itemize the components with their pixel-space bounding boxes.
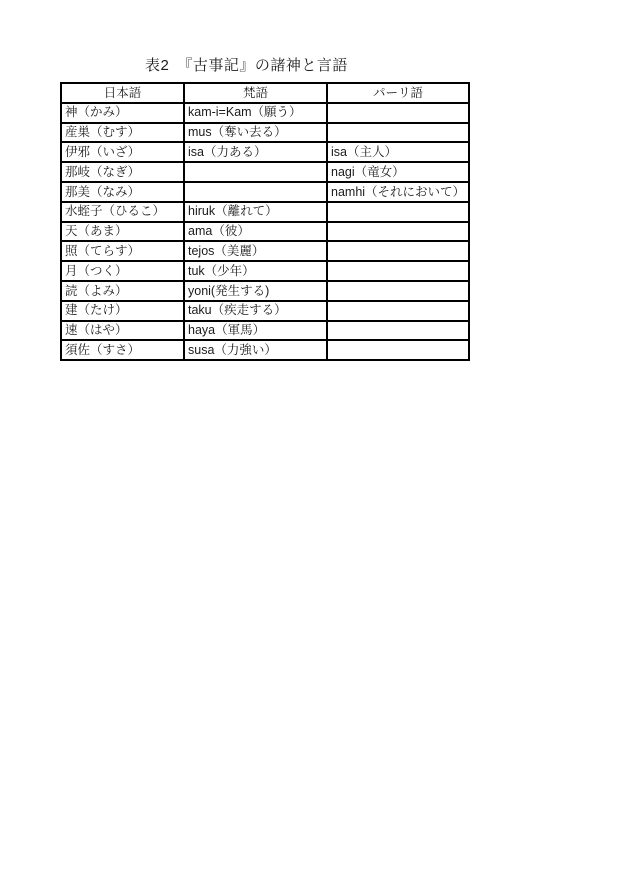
- cell-sanskrit: mus（奪い去る）: [184, 123, 327, 143]
- table-row: [61, 142, 469, 162]
- table-row: [61, 261, 469, 281]
- cell-sanskrit: yoni(発生する): [184, 281, 327, 301]
- table-row: [61, 123, 469, 143]
- table-row: [61, 321, 469, 341]
- cell-japanese: 那美（なみ）: [61, 182, 184, 202]
- cell-japanese: 伊邪（いざ）: [61, 142, 184, 162]
- cell-sanskrit: [184, 162, 327, 182]
- table-row: [61, 103, 469, 123]
- cell-pali: namhi（それにおいて）: [327, 182, 469, 202]
- header-japanese: 日本語: [61, 83, 184, 103]
- cell-japanese: 建（たけ）: [61, 301, 184, 321]
- cell-sanskrit: haya（軍馬）: [184, 321, 327, 341]
- header-pali: パーリ語: [327, 83, 469, 103]
- table-row: [61, 202, 469, 222]
- cell-japanese: 那岐（なぎ）: [61, 162, 184, 182]
- cell-sanskrit: ama（彼）: [184, 222, 327, 242]
- cell-pali: [327, 321, 469, 341]
- cell-japanese: 水蛭子（ひるこ）: [61, 202, 184, 222]
- cell-pali: [327, 103, 469, 123]
- cell-sanskrit: [184, 182, 327, 202]
- cell-japanese: 速（はや）: [61, 321, 184, 341]
- cell-pali: [327, 241, 469, 261]
- cell-sanskrit: isa（力ある）: [184, 142, 327, 162]
- table-row: [61, 301, 469, 321]
- cell-japanese: 神（かみ）: [61, 103, 184, 123]
- table-row: [61, 162, 469, 182]
- cell-pali: [327, 202, 469, 222]
- kojiki-gods-language-table: [60, 82, 470, 361]
- cell-pali: [327, 123, 469, 143]
- table-header-row: [61, 83, 469, 103]
- table-row: [61, 281, 469, 301]
- cell-japanese: 須佐（すさ）: [61, 340, 184, 360]
- table-row: [61, 182, 469, 202]
- header-sanskrit: 梵語: [184, 83, 327, 103]
- table-row: [61, 340, 469, 360]
- cell-japanese: 天（あま）: [61, 222, 184, 242]
- cell-sanskrit: susa（力強い）: [184, 340, 327, 360]
- cell-sanskrit: tejos（美麗）: [184, 241, 327, 261]
- cell-pali: [327, 222, 469, 242]
- table-row: [61, 222, 469, 242]
- cell-pali: [327, 301, 469, 321]
- cell-pali: nagi（竜女）: [327, 162, 469, 182]
- table-row: [61, 241, 469, 261]
- cell-pali: [327, 281, 469, 301]
- cell-sanskrit: taku（疾走する）: [184, 301, 327, 321]
- cell-japanese: 読（よみ）: [61, 281, 184, 301]
- cell-sanskrit: tuk（少年）: [184, 261, 327, 281]
- cell-pali: [327, 261, 469, 281]
- page-title: 表2 『古事記』の諸神と言語: [145, 57, 348, 74]
- cell-sanskrit: hiruk（離れて）: [184, 202, 327, 222]
- cell-pali: isa（主人）: [327, 142, 469, 162]
- cell-japanese: 産巣（むす）: [61, 123, 184, 143]
- cell-japanese: 月（つく）: [61, 261, 184, 281]
- cell-pali: [327, 340, 469, 360]
- cell-japanese: 照（てらす）: [61, 241, 184, 261]
- cell-sanskrit: kam-i=Kam（願う）: [184, 103, 327, 123]
